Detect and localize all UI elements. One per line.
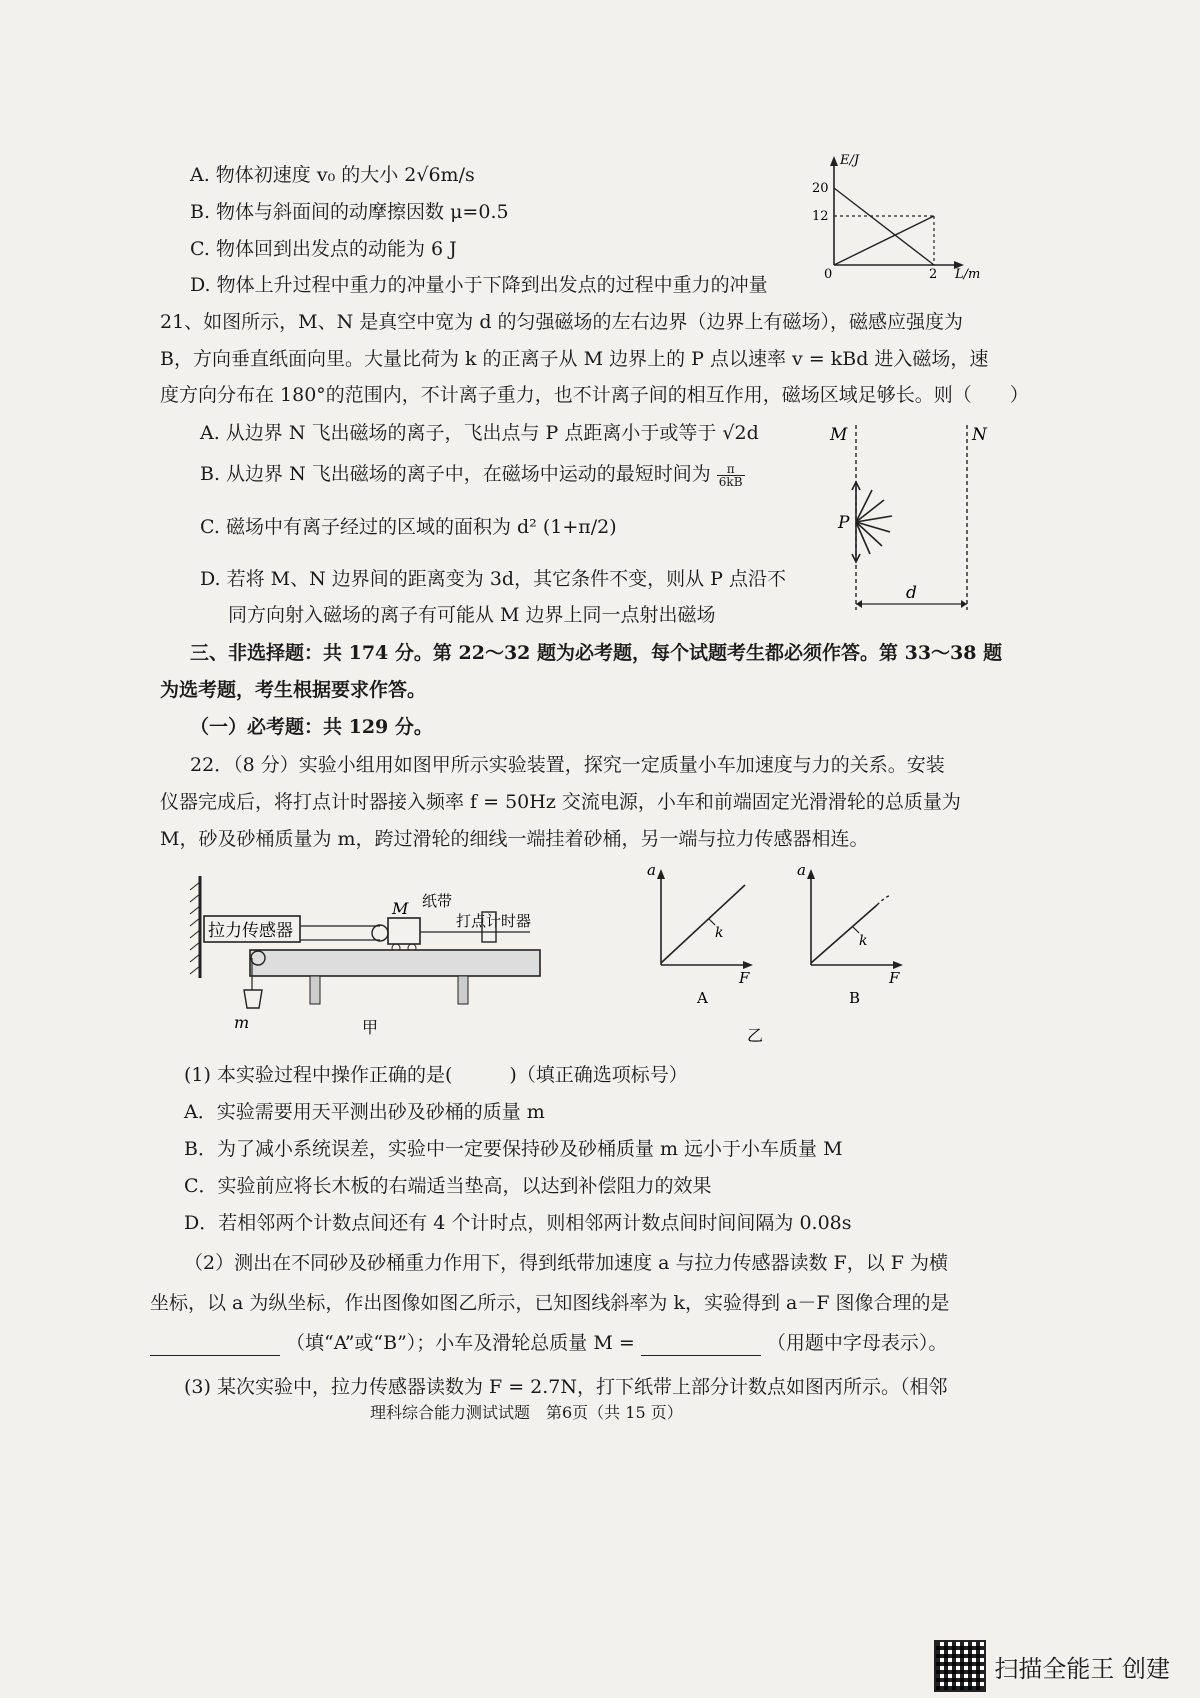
energy-tick-20: 20 [812,181,829,196]
boundary-n-label: N [972,425,987,445]
graph-a-slope: k [715,925,724,941]
answer-blank-graph[interactable] [150,1355,280,1356]
q22-part2-fill-2: （用题中字母表示）。 [766,1332,948,1354]
q20-option-d: D. 物体上升过程中重力的冲量小于下降到出发点的过程中重力的冲量 [190,274,768,296]
graph-b-x-axis: F [889,969,900,987]
cart [388,918,420,944]
q21-option-b-text: B. 从边界 N 飞出磁场的离子中，在磁场中运动的最短时间为 [200,463,711,485]
tape-label: 纸带 [422,892,453,910]
q20-option-b: B. 物体与斜面间的动摩擦因数 μ=0.5 [190,201,509,223]
q21-option-c-expr: (1+π/2) [542,516,617,538]
q21-option-b-denominator: 6kB [718,474,743,489]
q21-option-c [200,514,617,540]
q22-stem-1: 22．（8 分）实验小组用如图甲所示实验装置，探究一定质量小车加速度与力的关系。安装 [190,754,945,776]
graph-a-x-axis: F [739,969,750,987]
energy-tick-2: 2 [929,267,938,280]
timer-label: 打点计时器 [456,912,532,930]
q22-part2-1: （2）测出在不同砂及砂桶重力作用下，得到纸带加速度 a 与拉力传感器读数 F，以 F 为横 [184,1252,948,1274]
point-p-label: P [838,513,850,533]
scanner-label: 扫描全能王 创建 [994,1654,1170,1683]
graph-b-label: B [849,989,861,1007]
q21-option-d-1: D. 若将 M、N 边界间的距离变为 3d，其它条件不变，则从 P 点沿不 [200,568,786,590]
q21-stem-1: 21、如图所示，M、N 是真空中宽为 d 的匀强磁场的左右边界（边界上有磁场），磁感应强度为 [160,311,964,333]
figure-yi-caption: 乙 [747,1026,764,1045]
graph-a-y-axis: a [647,861,656,879]
q22-part1-option-b: B．为了减小系统误差，实验中一定要保持砂及砂桶质量 m 远小于小车质量 M [184,1138,843,1160]
graph-a [647,861,753,1007]
energy-tick-12: 12 [812,209,829,224]
velocity-arrows [852,482,892,562]
bucket-mass-label: m [234,1013,250,1032]
track-board [250,950,540,976]
q21-option-b [200,461,745,488]
q22-stem-2: 仪器完成后，将打点计时器接入频率 f = 50Hz 交流电源，小车和前端固定光滑滑轮的总质量为 [160,791,961,813]
graph-b-slope: k [859,933,868,949]
qr-code-icon [934,1640,986,1692]
q22-part1-option-a: A．实验需要用天平测出砂及砂桶的质量 m [184,1101,545,1123]
section3-line-1: 三、非选择题：共 174 分。第 22～32 题为必考题，每个试题考生都必须作答。第 33～38 题 [190,642,1003,664]
apparatus-figure-jia [180,868,560,1048]
section3-sub: （一）必考题：共 129 分。 [190,716,433,738]
q21-stem-3: 度方向分布在 180°的范围内，不计离子重力，也不计离子间的相互作用，磁场区域足够长。则（ ） [160,384,1029,406]
graph-a-label: A [697,989,708,1007]
q22-part2-fill-1: （填“A”或“B”）；小车及滑轮总质量 M = [286,1332,635,1354]
section3-line-2: 为选考题，考生根据要求作答。 [160,679,427,701]
force-sensor-label: 拉力传感器 [208,921,293,941]
scanner-watermark [934,1640,1170,1692]
graph-b-y-axis: a [797,861,806,879]
q22-part3: (3) 某次实验中，拉力传感器读数为 F = 2.7N，打下纸带上部分计数点如图丙所示。（相邻 [184,1376,948,1398]
graph-figure-yi [635,855,935,1055]
q22-part2-2: 坐标，以 a 为纵坐标，作出图像如图乙所示，已知图线斜率为 k，实验得到 a－F 图像合理的是 [150,1292,950,1314]
q21-stem-2: B，方向垂直纸面向里。大量比荷为 k 的正离子从 M 边界上的 P 点以速率 v = kBd 进入磁场，速 [160,348,989,370]
magnetic-field-figure [820,420,1000,630]
energy-x-label: L/m [955,267,981,280]
page-footer: 理科综合能力测试试题 第6页（共 15 页） [370,1403,683,1422]
distance-d-label: d [906,583,917,603]
q22-part1-option-c: C．实验前应将长木板的右端适当垫高，以达到补偿阻力的效果 [184,1175,712,1197]
q21-option-b-fraction [717,463,745,488]
q22-stem-3: M，砂及砂桶质量为 m，跨过滑轮的细线一端挂着砂桶，另一端与拉力传感器相连。 [160,828,869,850]
answer-blank-mass[interactable] [641,1355,761,1356]
figure-jia-caption: 甲 [362,1018,379,1037]
q20-option-a: A. 物体初速度 v₀ 的大小 2√6m/s [190,164,475,186]
q22-part2-3 [150,1330,947,1356]
energy-length-graph [808,150,998,280]
q21-option-b-numerator: π [717,463,745,476]
q22-part1-option-d: D．若相邻两个计数点间还有 4 个计时点，则相邻两计数点间时间间隔为 0.08s [184,1212,852,1234]
energy-origin: 0 [824,267,833,280]
q21-option-a: A. 从边界 N 飞出磁场的离子，飞出点与 P 点距离小于或等于 √2d [200,422,759,444]
boundary-m-label: M [830,425,848,445]
graph-b [797,861,903,1007]
q21-option-d-2: 同方向射入磁场的离子有可能从 M 边界上同一点射出磁场 [228,604,716,626]
energy-y-label: E/J [840,153,860,168]
q20-option-c: C. 物体回到出发点的动能为 6 J [190,238,457,260]
cart-mass-label: M [392,899,409,918]
q22-part1: (1) 本实验过程中操作正确的是( )（填正确选项标号） [184,1064,688,1086]
sand-bucket [244,990,262,1008]
q21-option-c-text: C. 磁场中有离子经过的区域的面积为 d² [200,516,537,538]
